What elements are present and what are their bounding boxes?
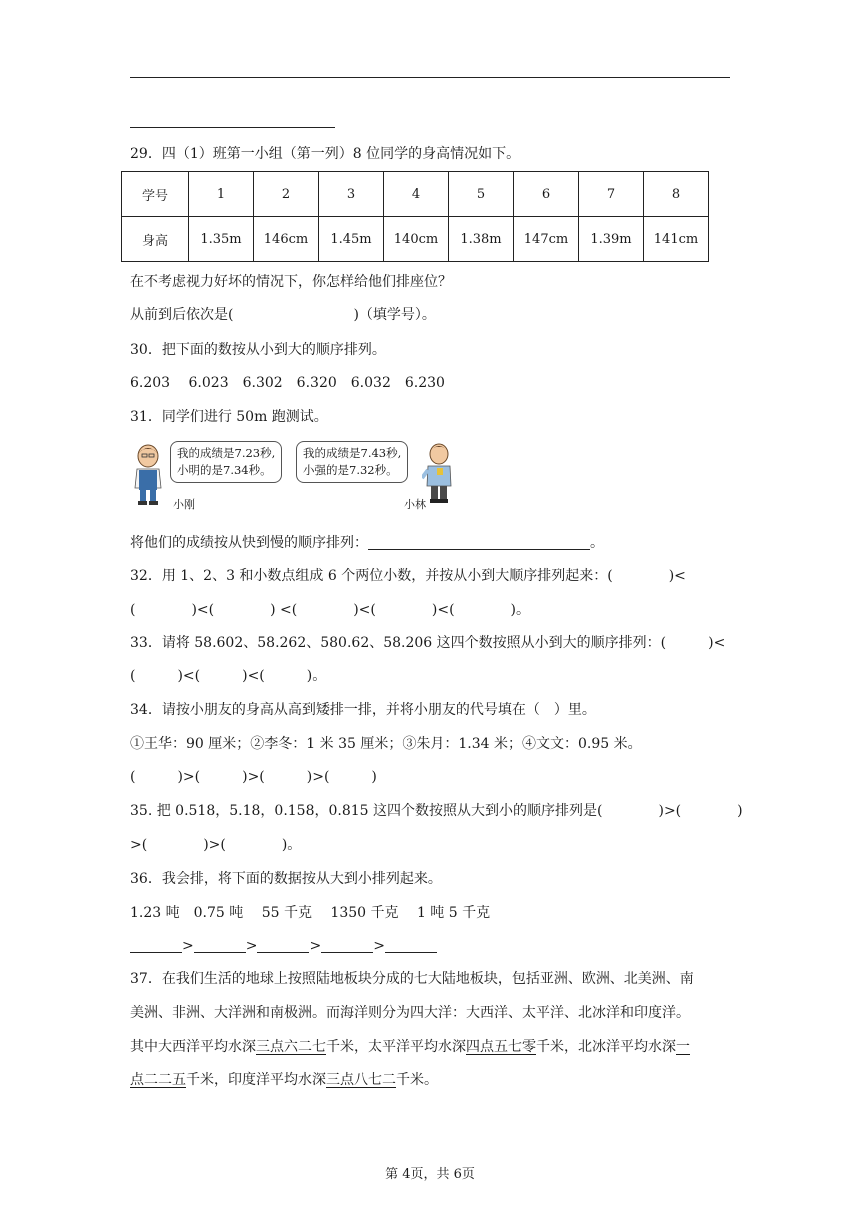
boy-figure-right: [422, 442, 456, 504]
q36-title: 36．我会排，将下面的数据按从大到小排列起来。: [130, 871, 442, 887]
table-cell: 8: [644, 172, 709, 217]
q36-blank-3[interactable]: [257, 936, 309, 953]
q36-gt: >: [245, 938, 258, 954]
q34-items: ①王华：90 厘米；②李冬：1 米 35 厘米；③朱月：1.34 米；④文文：0.95 米。: [130, 736, 642, 752]
speech-bubble-left: 我的成绩是7.23秒, 小明的是7.34秒。: [170, 441, 282, 483]
q29-answer-suffix: )（填学号）。: [353, 307, 436, 323]
table-cell: 1.38m: [449, 217, 514, 262]
table-cell: 141cm: [644, 217, 709, 262]
depth-indian: 三点八七二: [326, 1072, 396, 1088]
table-cell: 1: [189, 172, 254, 217]
q37-line2: 美洲、非洲、大洋洲和南极洲。而海洋则分为四大洋：大西洋、太平洋、北冰洋和印度洋。: [130, 1005, 690, 1021]
q31-end: 。: [590, 535, 604, 551]
q36-blank-2[interactable]: [194, 936, 246, 953]
q29-answer-prefix: 从前到后依次是(: [130, 307, 234, 323]
table-cell: 1.35m: [189, 217, 254, 262]
q29-title: 29．四（1）班第一小组（第一列）8 位同学的身高情况如下。: [130, 146, 521, 162]
q37-line1: 37．在我们生活的地球上按照陆地板块分成的七大陆地板块，包括亚洲、欧洲、北美洲、南: [130, 971, 694, 987]
q32-line1: 32．用 1、2、3 和小数点组成 6 个两位小数，并按从小到大顺序排列起来：( )<: [130, 568, 686, 584]
q31-title: 31．同学们进行 50m 跑测试。: [130, 409, 328, 425]
table-row-id: [122, 172, 709, 217]
table-cell: 5: [449, 172, 514, 217]
depth-pacific: 四点五七零: [466, 1039, 536, 1055]
q34-answer: ( )>( )>( )>( ): [130, 769, 377, 785]
q36-gt: >: [373, 938, 385, 954]
q37-line3: 其中大西洋平均水深三点六二七千米，太平洋平均水深四点五七零千米，北冰洋平均水深一: [130, 1039, 690, 1055]
q33-line2: ( )<( )<( )。: [130, 668, 327, 684]
q30-title: 30．把下面的数按从小到大的顺序排列。: [130, 342, 386, 358]
name-label-left: 小刚: [173, 498, 195, 511]
depth-atlantic: 三点六二七: [256, 1039, 326, 1055]
q29-question: 在不考虑视力好坏的情况下，你怎样给他们排座位？: [130, 274, 452, 290]
speech-bubble-right: 我的成绩是7.43秒, 小强的是7.32秒。: [296, 441, 408, 483]
table-cell: 学号: [122, 172, 189, 217]
depth-arctic-end: 点二二五: [130, 1072, 186, 1088]
race-illustration: [128, 438, 468, 514]
table-cell: 140cm: [384, 217, 449, 262]
page-footer: 第 4页，共 6页: [385, 1167, 475, 1182]
q36-gt: >: [309, 938, 322, 954]
table-cell: 147cm: [514, 217, 579, 262]
q35-line2: >( )>( )。: [130, 837, 302, 853]
q36-blank-1[interactable]: [130, 936, 182, 953]
q36-gt: >: [182, 938, 194, 954]
q35-line1: 35. 把 0.518，5.18，0.158，0.815 这四个数按照从大到小的顺序排列是( )>( ): [130, 803, 743, 819]
q32-line2: ( )<( ) <( )<( )<( )。: [130, 602, 530, 618]
table-cell: 7: [579, 172, 644, 217]
name-label-right: 小林: [404, 498, 426, 511]
height-table: [121, 171, 709, 262]
table-cell: 2: [254, 172, 319, 217]
table-cell: 146cm: [254, 217, 319, 262]
table-cell: 1.45m: [319, 217, 384, 262]
header-rule: [130, 77, 730, 78]
answer-line-q28: [130, 127, 335, 128]
q30-numbers: 6.203 6.023 6.302 6.320 6.032 6.230: [130, 375, 445, 391]
boy-figure-left: [128, 444, 168, 506]
q31-answer: [130, 533, 604, 553]
table-cell: 3: [319, 172, 384, 217]
table-cell: 身高: [122, 217, 189, 262]
q36-blank-4[interactable]: [321, 936, 373, 953]
q34-title: 34．请按小朋友的身高从高到矮排一排，并将小朋友的代号填在（ ）里。: [130, 702, 596, 718]
q31-answer-blank[interactable]: [368, 533, 590, 550]
table-cell: 4: [384, 172, 449, 217]
depth-arctic-start: 一: [676, 1039, 690, 1055]
table-cell: 6: [514, 172, 579, 217]
q37-line4: 点二二五千米，印度洋平均水深三点八七二千米。: [130, 1072, 438, 1088]
q31-prompt: 将他们的成绩按从快到慢的顺序排列：: [130, 535, 368, 551]
q33-line1: 33．请将 58.602、58.262、580.62、58.206 这四个数按照从小到大的顺序排列：( )<: [130, 635, 726, 651]
q29-answer: [130, 305, 436, 325]
table-row-height: [122, 217, 709, 262]
q36-answer: [130, 936, 437, 956]
table-cell: 1.39m: [579, 217, 644, 262]
q36-items: 1.23 吨 0.75 吨 55 千克 1350 千克 1 吨 5 千克: [130, 905, 491, 921]
q36-blank-5[interactable]: [385, 936, 437, 953]
